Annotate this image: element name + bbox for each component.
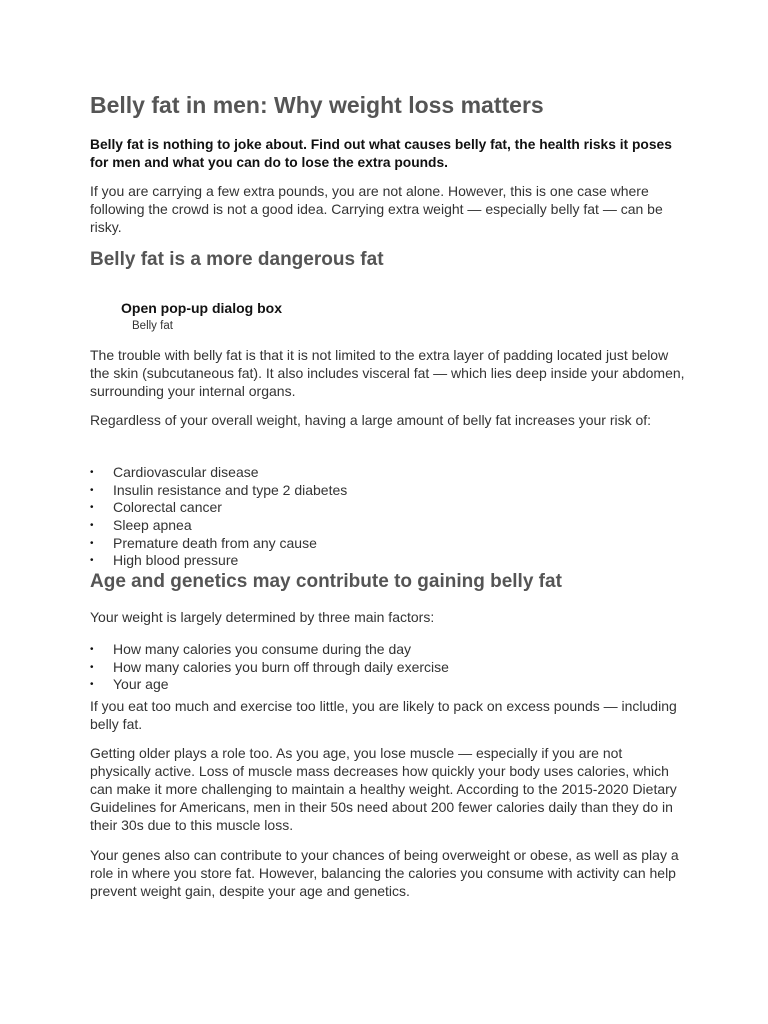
bullet-icon: • [90,520,94,532]
list-item-label: How many calories you consume during the day [113,641,412,657]
bullet-icon: • [90,644,94,655]
list-item [90,464,347,482]
overeating-paragraph: If you eat too much and exercise too little, you are likely to pack on excess pounds — including belly fat. [90,698,677,732]
risk-list [90,464,347,570]
page-title: Belly fat in men: Why weight loss matters [90,92,544,118]
list-item-label: Premature death from any cause [113,534,317,551]
section-heading-age-genetics: Age and genetics may contribute to gaining belly fat [90,571,562,592]
open-popup-link[interactable]: Open pop-up dialog box [121,300,282,316]
intro-paragraph: If you are carrying a few extra pounds, you are not alone. However, this is one case where following the crowd is not a good idea. Carrying extra weight — especially belly fat — can be risky. [90,183,663,235]
list-item-label: Colorectal cancer [113,499,222,516]
list-item [90,499,347,517]
risk-intro-paragraph: Regardless of your overall weight, having a large amount of belly fat increases your risk of: [90,412,652,428]
list-item-label: Cardiovascular disease [113,464,259,480]
list-item-label: Sleep apnea [113,517,192,534]
list-item [90,641,449,659]
bullet-icon: • [90,484,94,496]
article-lead: Belly fat is nothing to joke about. Find out what causes belly fat, the health risks it poses for men and what you can do to lose the extra pounds. [90,137,672,170]
bullet-icon: • [90,661,94,673]
factors-list [90,641,449,694]
list-item [90,482,347,500]
aging-paragraph: Getting older plays a role too. As you age, you lose muscle — especially if you are not physically active. Loss of muscle mass decreases how quickly your body uses calories, which can make it more challenging to maintain a healthy weight. According to the 2015-2020 Dietary Guidelines for Americans, men in their 50s need about 200 fewer calories daily than they do in their 30s due to this muscle loss. [90,745,677,833]
list-item [90,517,347,535]
list-item [90,659,449,677]
list-item-label: High blood pressure [113,552,239,569]
list-item-label: Insulin resistance and type 2 diabetes [113,481,348,498]
list-item [90,535,347,553]
bullet-icon: • [90,502,94,514]
bullet-icon: • [90,679,94,691]
bullet-icon: • [90,555,94,567]
factors-intro-paragraph: Your weight is largely determined by three main factors: [90,609,435,625]
bullet-icon: • [90,467,94,478]
list-item [90,552,347,570]
genes-paragraph: Your genes also can contribute to your chances of being overweight or obese, as well as play a role in where you store fat. However, balancing the calories you consume with activity can help prevent weight gain, despite your age and genetics. [90,847,679,899]
list-item [90,676,449,694]
image-caption: Belly fat [132,320,173,332]
list-item-label: How many calories you burn off through daily exercise [113,658,449,675]
belly-fat-paragraph: The trouble with belly fat is that it is not limited to the extra layer of padding located just below the skin (subcutaneous fat). It also includes visceral fat — which lies deep inside your abdomen, surrounding your internal organs. [90,347,685,399]
bullet-icon: • [90,537,94,549]
list-item-label: Your age [113,676,169,693]
section-heading-dangerous-fat: Belly fat is a more dangerous fat [90,249,384,270]
